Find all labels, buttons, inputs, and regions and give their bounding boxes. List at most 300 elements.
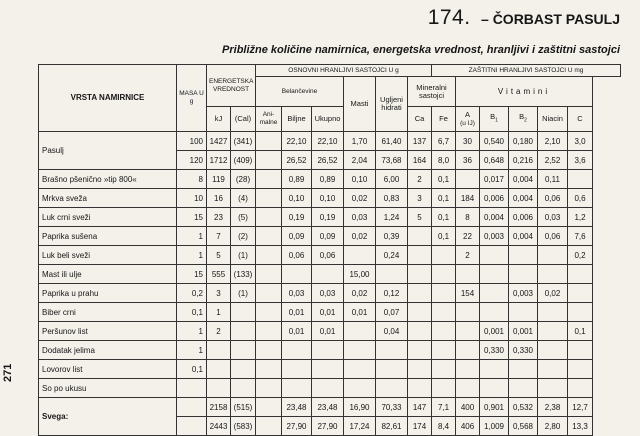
cell-fe: 7,1 [432,398,456,417]
header-b1-label: B [490,112,496,122]
cell-b2: 0,003 [509,284,538,303]
cell-ugljeni [376,341,408,360]
cell-b2: 0,330 [509,341,538,360]
cell-masti [344,322,376,341]
cell-name: Paprika u prahu [39,284,177,303]
cell-name: Brašno pšenično »tip 800« [39,170,177,189]
cell-b2 [509,379,538,398]
table-row [39,303,621,322]
cell-ugljeni [376,265,408,284]
cell-masti: 0,10 [344,170,376,189]
cell-kj: 3 [207,284,231,303]
cell-fe [432,303,456,322]
cell-cal [231,322,256,341]
table-row [39,170,621,189]
cell-ugljeni: 0,24 [376,246,408,265]
cell-niacin [538,379,568,398]
cell-cal: (409) [231,151,256,170]
cell-b1: 0,648 [480,151,509,170]
cell-masti: 0,02 [344,227,376,246]
table-row [39,265,621,284]
cell-name: Mrkva sveža [39,189,177,208]
cell-ca [408,284,432,303]
cell-ugljeni: 0,12 [376,284,408,303]
cell-fe [432,265,456,284]
cell-b2: 0,532 [509,398,538,417]
table-row [39,208,621,227]
cell-ukupno [312,360,344,379]
cell-c: 3,6 [568,151,593,170]
cell-b2: 0,001 [509,322,538,341]
cell-kj: 1427 [207,132,231,151]
header-biljne: Biljne [282,107,312,132]
cell-c: 13,3 [568,417,593,436]
cell-name: Mast ili ulje [39,265,177,284]
cell-ukupno: 22,10 [312,132,344,151]
cell-animalne [256,265,282,284]
cell-c [568,341,593,360]
cell-biljne: 0,06 [282,246,312,265]
cell-kj: 2 [207,322,231,341]
cell-animalne [256,284,282,303]
cell-ca [408,341,432,360]
cell-ukupno: 0,01 [312,303,344,322]
cell-a [456,170,480,189]
cell-animalne [256,132,282,151]
table-row [39,379,621,398]
cell-kj [207,379,231,398]
cell-b2: 0,004 [509,227,538,246]
cell-ca [408,265,432,284]
cell-masa: 0,1 [177,360,207,379]
cell-a [456,303,480,322]
cell-cal: (341) [231,132,256,151]
cell-ugljeni: 70,33 [376,398,408,417]
cell-b2: 0,216 [509,151,538,170]
cell-name: Luk beli sveži [39,246,177,265]
cell-b1: 0,330 [480,341,509,360]
table-row [39,360,621,379]
cell-a: 184 [456,189,480,208]
cell-b1: 0,004 [480,208,509,227]
cell-ca [408,379,432,398]
cell-ukupno: 0,19 [312,208,344,227]
cell-a: 406 [456,417,480,436]
header-b1-sub: 1 [495,117,498,124]
cell-kj: 555 [207,265,231,284]
cell-a: 8 [456,208,480,227]
cell-ca: 137 [408,132,432,151]
cell-masa: 1 [177,227,207,246]
cell-animalne [256,170,282,189]
cell-masa: 100 [177,132,207,151]
header-kj: kJ [207,107,231,132]
header-b2 [509,107,538,132]
cell-niacin: 0,03 [538,208,568,227]
cell-cal [231,341,256,360]
cell-a [456,341,480,360]
cell-animalne [256,341,282,360]
cell-ugljeni: 61,40 [376,132,408,151]
cell-a [456,379,480,398]
cell-b1: 0,017 [480,170,509,189]
cell-kj: 2158 [207,398,231,417]
cell-biljne: 0,19 [282,208,312,227]
cell-masa: 15 [177,265,207,284]
cell-fe: 0,1 [432,189,456,208]
cell-fe [432,360,456,379]
cell-ugljeni: 0,04 [376,322,408,341]
header-energetska: ENERGETSKA VREDNOST [207,65,256,107]
cell-biljne [282,360,312,379]
cell-a: 2 [456,246,480,265]
cell-biljne: 0,09 [282,227,312,246]
table-subtitle: Približne količine namirnica, energetska vrednost, hranljivi i zaštitni sastojci [222,44,620,56]
cell-ugljeni [376,379,408,398]
cell-ugljeni: 73,68 [376,151,408,170]
cell-ugljeni: 0,83 [376,189,408,208]
cell-masti: 17,24 [344,417,376,436]
header-animalne: Ani- malne [256,107,282,132]
cell-masti: 0,02 [344,284,376,303]
cell-niacin [538,303,568,322]
cell-biljne: 26,52 [282,151,312,170]
cell-name: Dodatak jelima [39,341,177,360]
cell-c [568,170,593,189]
cell-b2: 0,006 [509,208,538,227]
cell-b1: 0,901 [480,398,509,417]
cell-masti [344,341,376,360]
cell-masa: 1 [177,322,207,341]
cell-animalne [256,303,282,322]
cell-ukupno: 26,52 [312,151,344,170]
cell-masa [177,398,207,417]
cell-masa [177,379,207,398]
cell-biljne: 0,03 [282,284,312,303]
cell-ukupno [312,379,344,398]
cell-ukupno: 27,90 [312,417,344,436]
cell-biljne: 27,90 [282,417,312,436]
cell-masa: 1 [177,246,207,265]
cell-fe: 8,0 [432,151,456,170]
cell-niacin [538,265,568,284]
cell-a [456,360,480,379]
cell-biljne: 0,89 [282,170,312,189]
cell-b1: 0,006 [480,189,509,208]
cell-ugljeni [376,360,408,379]
table-row [39,246,621,265]
cell-a: 154 [456,284,480,303]
cell-kj [207,360,231,379]
cell-animalne [256,246,282,265]
cell-name: So po ukusu [39,379,177,398]
cell-c: 12,7 [568,398,593,417]
header-belancevine: Belančevine [256,77,344,107]
header-ukupno: Ukupno [312,107,344,132]
cell-niacin: 2,52 [538,151,568,170]
cell-ukupno [312,265,344,284]
cell-masti: 16,90 [344,398,376,417]
header-osnovni: OSNOVNI HRANLJIVI SASTOJCI U g [256,65,432,77]
cell-b2: 0,004 [509,189,538,208]
cell-cal: (28) [231,170,256,189]
cell-masa: 0,1 [177,303,207,322]
table-row [39,227,621,246]
cell-masti: 0,03 [344,208,376,227]
cell-cal: (515) [231,398,256,417]
cell-b2 [509,246,538,265]
cell-ca: 5 [408,208,432,227]
cell-b2: 0,004 [509,170,538,189]
cell-kj: 1712 [207,151,231,170]
cell-b1: 1,009 [480,417,509,436]
header-zastitni: ZAŠTITNI HRANLJIVI SASTOJCI U mg [432,65,621,77]
cell-a: 22 [456,227,480,246]
table-row [39,284,621,303]
cell-cal: (133) [231,265,256,284]
cell-c [568,360,593,379]
cell-animalne [256,417,282,436]
cell-niacin [538,246,568,265]
cell-c: 0,2 [568,246,593,265]
cell-ca: 147 [408,398,432,417]
cell-ukupno: 0,01 [312,322,344,341]
cell-biljne: 0,01 [282,303,312,322]
cell-ukupno: 0,09 [312,227,344,246]
cell-ugljeni: 0,07 [376,303,408,322]
header-ugljeni: Ugljeni hidrati [376,77,408,132]
table-row [39,322,621,341]
cell-ca [408,227,432,246]
cell-niacin: 0,02 [538,284,568,303]
cell-biljne [282,341,312,360]
cell-masti [344,379,376,398]
cell-niacin: 0,06 [538,189,568,208]
cell-animalne [256,360,282,379]
cell-name: Luk crni sveži [39,208,177,227]
cell-fe [432,379,456,398]
cell-ugljeni: 1,24 [376,208,408,227]
header-masti: Masti [344,77,376,132]
header-fe: Fe [432,107,456,132]
cell-ugljeni: 6,00 [376,170,408,189]
cell-b1 [480,360,509,379]
cell-c [568,265,593,284]
cell-name: Peršunov list [39,322,177,341]
cell-ukupno: 0,10 [312,189,344,208]
cell-niacin [538,360,568,379]
cell-cal: (1) [231,246,256,265]
cell-fe: 6,7 [432,132,456,151]
header-vitamini: Vitamini [456,77,593,107]
cell-masti: 0,02 [344,189,376,208]
table-row [39,132,621,151]
cell-kj: 16 [207,189,231,208]
cell-animalne [256,398,282,417]
cell-animalne [256,208,282,227]
cell-c: 7,6 [568,227,593,246]
table-row [39,189,621,208]
cell-masa [177,417,207,436]
header-c: C [568,107,593,132]
cell-c: 1,2 [568,208,593,227]
nutrition-table [38,64,621,436]
header-b1 [480,107,509,132]
header-masa: MASA U g [177,65,207,132]
cell-c [568,379,593,398]
cell-b2 [509,265,538,284]
cell-ugljeni: 0,39 [376,227,408,246]
cell-a [456,322,480,341]
cell-niacin [538,341,568,360]
cell-b1 [480,303,509,322]
cell-kj: 119 [207,170,231,189]
cell-niacin: 2,38 [538,398,568,417]
cell-b1 [480,246,509,265]
cell-fe: 0,1 [432,170,456,189]
cell-niacin: 0,06 [538,227,568,246]
header-ca: Ca [408,107,432,132]
cell-ukupno: 0,06 [312,246,344,265]
cell-kj: 23 [207,208,231,227]
cell-a: 400 [456,398,480,417]
cell-ukupno: 0,03 [312,284,344,303]
cell-niacin [538,322,568,341]
header-cal: (Cal) [231,107,256,132]
cell-cal: (5) [231,208,256,227]
cell-masti: 2,04 [344,151,376,170]
cell-ca [408,322,432,341]
cell-kj [207,341,231,360]
cell-ca [408,360,432,379]
cell-b1 [480,284,509,303]
cell-b1: 0,003 [480,227,509,246]
cell-animalne [256,322,282,341]
cell-name: Paprika sušena [39,227,177,246]
cell-fe [432,246,456,265]
cell-animalne [256,151,282,170]
cell-b1 [480,265,509,284]
header-a [456,107,480,132]
cell-biljne: 22,10 [282,132,312,151]
cell-kj: 5 [207,246,231,265]
cell-name: Lovorov list [39,360,177,379]
cell-cal [231,379,256,398]
cell-biljne: 0,01 [282,322,312,341]
cell-ukupno [312,341,344,360]
ingredient-rows [39,170,621,398]
header-niacin: Niacin [538,107,568,132]
page-number: 271 [2,363,14,382]
cell-masa: 8 [177,170,207,189]
header-vrsta: VRSTA NAMIRNICE [39,65,177,132]
totals-row [39,398,621,417]
cell-ukupno: 23,48 [312,398,344,417]
cell-masa: 120 [177,151,207,170]
cell-cal [231,303,256,322]
cell-cal [231,360,256,379]
cell-niacin: 2,10 [538,132,568,151]
recipe-title: – ČORBAST PASULJ [481,11,620,27]
cell-cal: (2) [231,227,256,246]
cell-ca: 3 [408,189,432,208]
cell-b2 [509,303,538,322]
cell-c: 0,6 [568,189,593,208]
cell-fe: 0,1 [432,208,456,227]
recipe-heading [340,6,620,30]
cell-b2 [509,360,538,379]
cell-ca: 2 [408,170,432,189]
header-b2-sub: 2 [524,117,527,124]
cell-kj: 7 [207,227,231,246]
totals-label: Svega: [39,398,177,436]
cell-masa: 1 [177,341,207,360]
cell-ca [408,246,432,265]
cell-animalne [256,189,282,208]
cell-niacin: 2,80 [538,417,568,436]
table-row [39,341,621,360]
cell-masti: 1,70 [344,132,376,151]
cell-a [456,265,480,284]
cell-c: 0,1 [568,322,593,341]
cell-fe: 8,4 [432,417,456,436]
cell-c: 3,0 [568,132,593,151]
cell-niacin: 0,11 [538,170,568,189]
cell-b1: 0,540 [480,132,509,151]
cell-animalne [256,379,282,398]
cell-biljne: 0,10 [282,189,312,208]
cell-biljne [282,265,312,284]
cell-masti [344,246,376,265]
cell-masti: 0,01 [344,303,376,322]
cell-a: 36 [456,151,480,170]
cell-cal: (583) [231,417,256,436]
cell-cal: (1) [231,284,256,303]
cell-b2: 0,568 [509,417,538,436]
header-a-label: A [464,109,470,119]
cell-fe [432,322,456,341]
cell-biljne: 23,48 [282,398,312,417]
header-a-unit: (u IJ) [460,119,475,127]
cell-name: Pasulj [39,132,177,170]
header-b2-label: B [519,112,525,122]
cell-kj: 1 [207,303,231,322]
cell-masa: 10 [177,189,207,208]
cell-name: Biber crni [39,303,177,322]
cell-ugljeni: 82,61 [376,417,408,436]
cell-masti [344,360,376,379]
header-mineralni: Mineralni sastojci [408,77,456,107]
cell-ca: 164 [408,151,432,170]
cell-biljne [282,379,312,398]
cell-ca: 174 [408,417,432,436]
cell-fe [432,284,456,303]
cell-ukupno: 0,89 [312,170,344,189]
cell-masti: 15,00 [344,265,376,284]
recipe-number: 174. [427,6,471,29]
cell-animalne [256,227,282,246]
cell-masa: 15 [177,208,207,227]
cell-c [568,284,593,303]
cell-fe: 0,1 [432,227,456,246]
cell-cal: (4) [231,189,256,208]
cell-b2: 0,180 [509,132,538,151]
cell-b1 [480,379,509,398]
cell-fe [432,341,456,360]
cell-b1: 0,001 [480,322,509,341]
cell-masa: 0,2 [177,284,207,303]
cell-a: 30 [456,132,480,151]
